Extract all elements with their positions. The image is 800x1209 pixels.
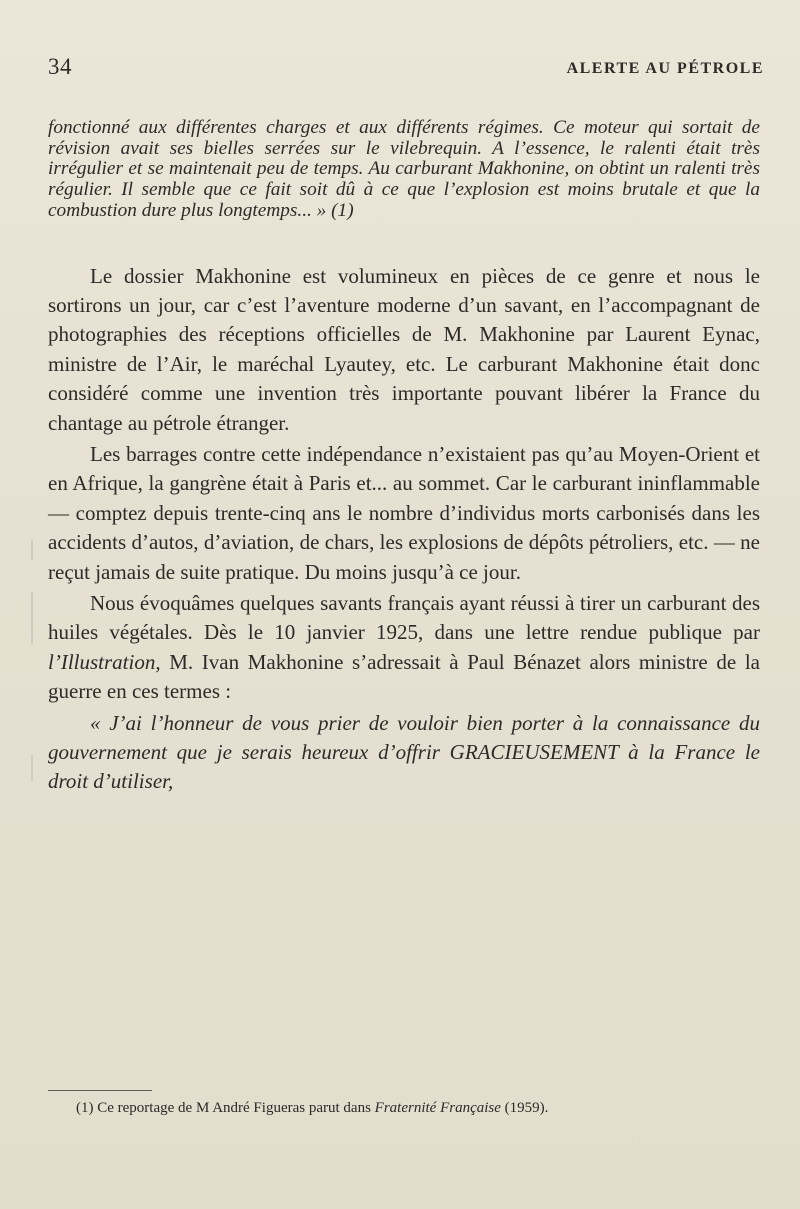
quoted-passage: fonctionné aux différentes charges et aux différents régimes. Ce moteur qui sortait de révision avait ses bielles serrées sur le vilebrequin. A l’essence, le ralenti était très irrégulier et se maintenait peu de temps. Au carburant Makhonine, on obtint un ralenti très régulier. Il semble que ce fait soit dû à ce que l’explosion est moins brutale et que la combustion dure plus longtemps... » (1): [48, 117, 760, 221]
paragraph-savants: [48, 589, 760, 707]
letter-quote: « J’ai l’honneur de vous prier de vouloir bien porter à la connaissance du gouvernement que je serais heureux d’offrir GRACIEUSEMENT à la France le droit d’utiliser,: [48, 710, 760, 794]
margin-mark: [31, 592, 33, 644]
footnote-divider: [48, 1090, 152, 1091]
running-head: ALERTE AU PÉTROLE: [566, 60, 764, 77]
footnote-year: (1959).: [500, 1100, 549, 1116]
paragraph-dossier: Le dossier Makhonine est volumineux en pièces de ce genre et nous le sortirons un jour, car c’est l’aventure moderne d’un savant, en l’accompagnant de photographies des réceptions officielles de M. Makhonine par Laurent Eynac, ministre de l’Air, le maréchal Lyautey, etc. Le carburant Makhonine était donc considéré comme une invention très importante pouvant libérer la France du chantage au pétrole étranger.: [48, 263, 760, 435]
page-number: 34: [48, 54, 72, 79]
footnote-source: Fraternité Française: [374, 1100, 501, 1116]
paragraph-barrages: Les barrages contre cette indépendance n’existaient pas qu’au Moyen-Orient et en Afrique, la gangrène était à Paris et... au sommet. Car le carburant ininflammable — comptez depuis trente-cinq ans le nombre d’individus morts carbonisés dans les accidents d’autos, d’aviation, de chars, les explosions de dépôts pétroliers, etc. — ne reçut jamais de suite pratique. Du moins jusqu’à ce jour.: [48, 441, 760, 584]
margin-mark: [31, 540, 33, 560]
page-header: [48, 54, 764, 84]
paragraph-savants-text-1: Nous évoquâmes quelques savants français ayant réussi à tirer un carburant des huiles végétales. Dès le 10 janvier 1925, dans une lettre rendue publique par: [48, 590, 760, 645]
footnote-text: (1) Ce reportage de M André Figueras parut dans: [76, 1100, 375, 1116]
paragraph-savants-text-2: M. Ivan Makhonine s’adressait à Paul Bénazet alors ministre de la guerre en ces termes :: [48, 649, 760, 704]
publication-title: l’Illustration,: [48, 649, 161, 674]
margin-mark: [31, 755, 33, 781]
body-text: [48, 118, 760, 797]
footnote: [48, 1099, 762, 1118]
